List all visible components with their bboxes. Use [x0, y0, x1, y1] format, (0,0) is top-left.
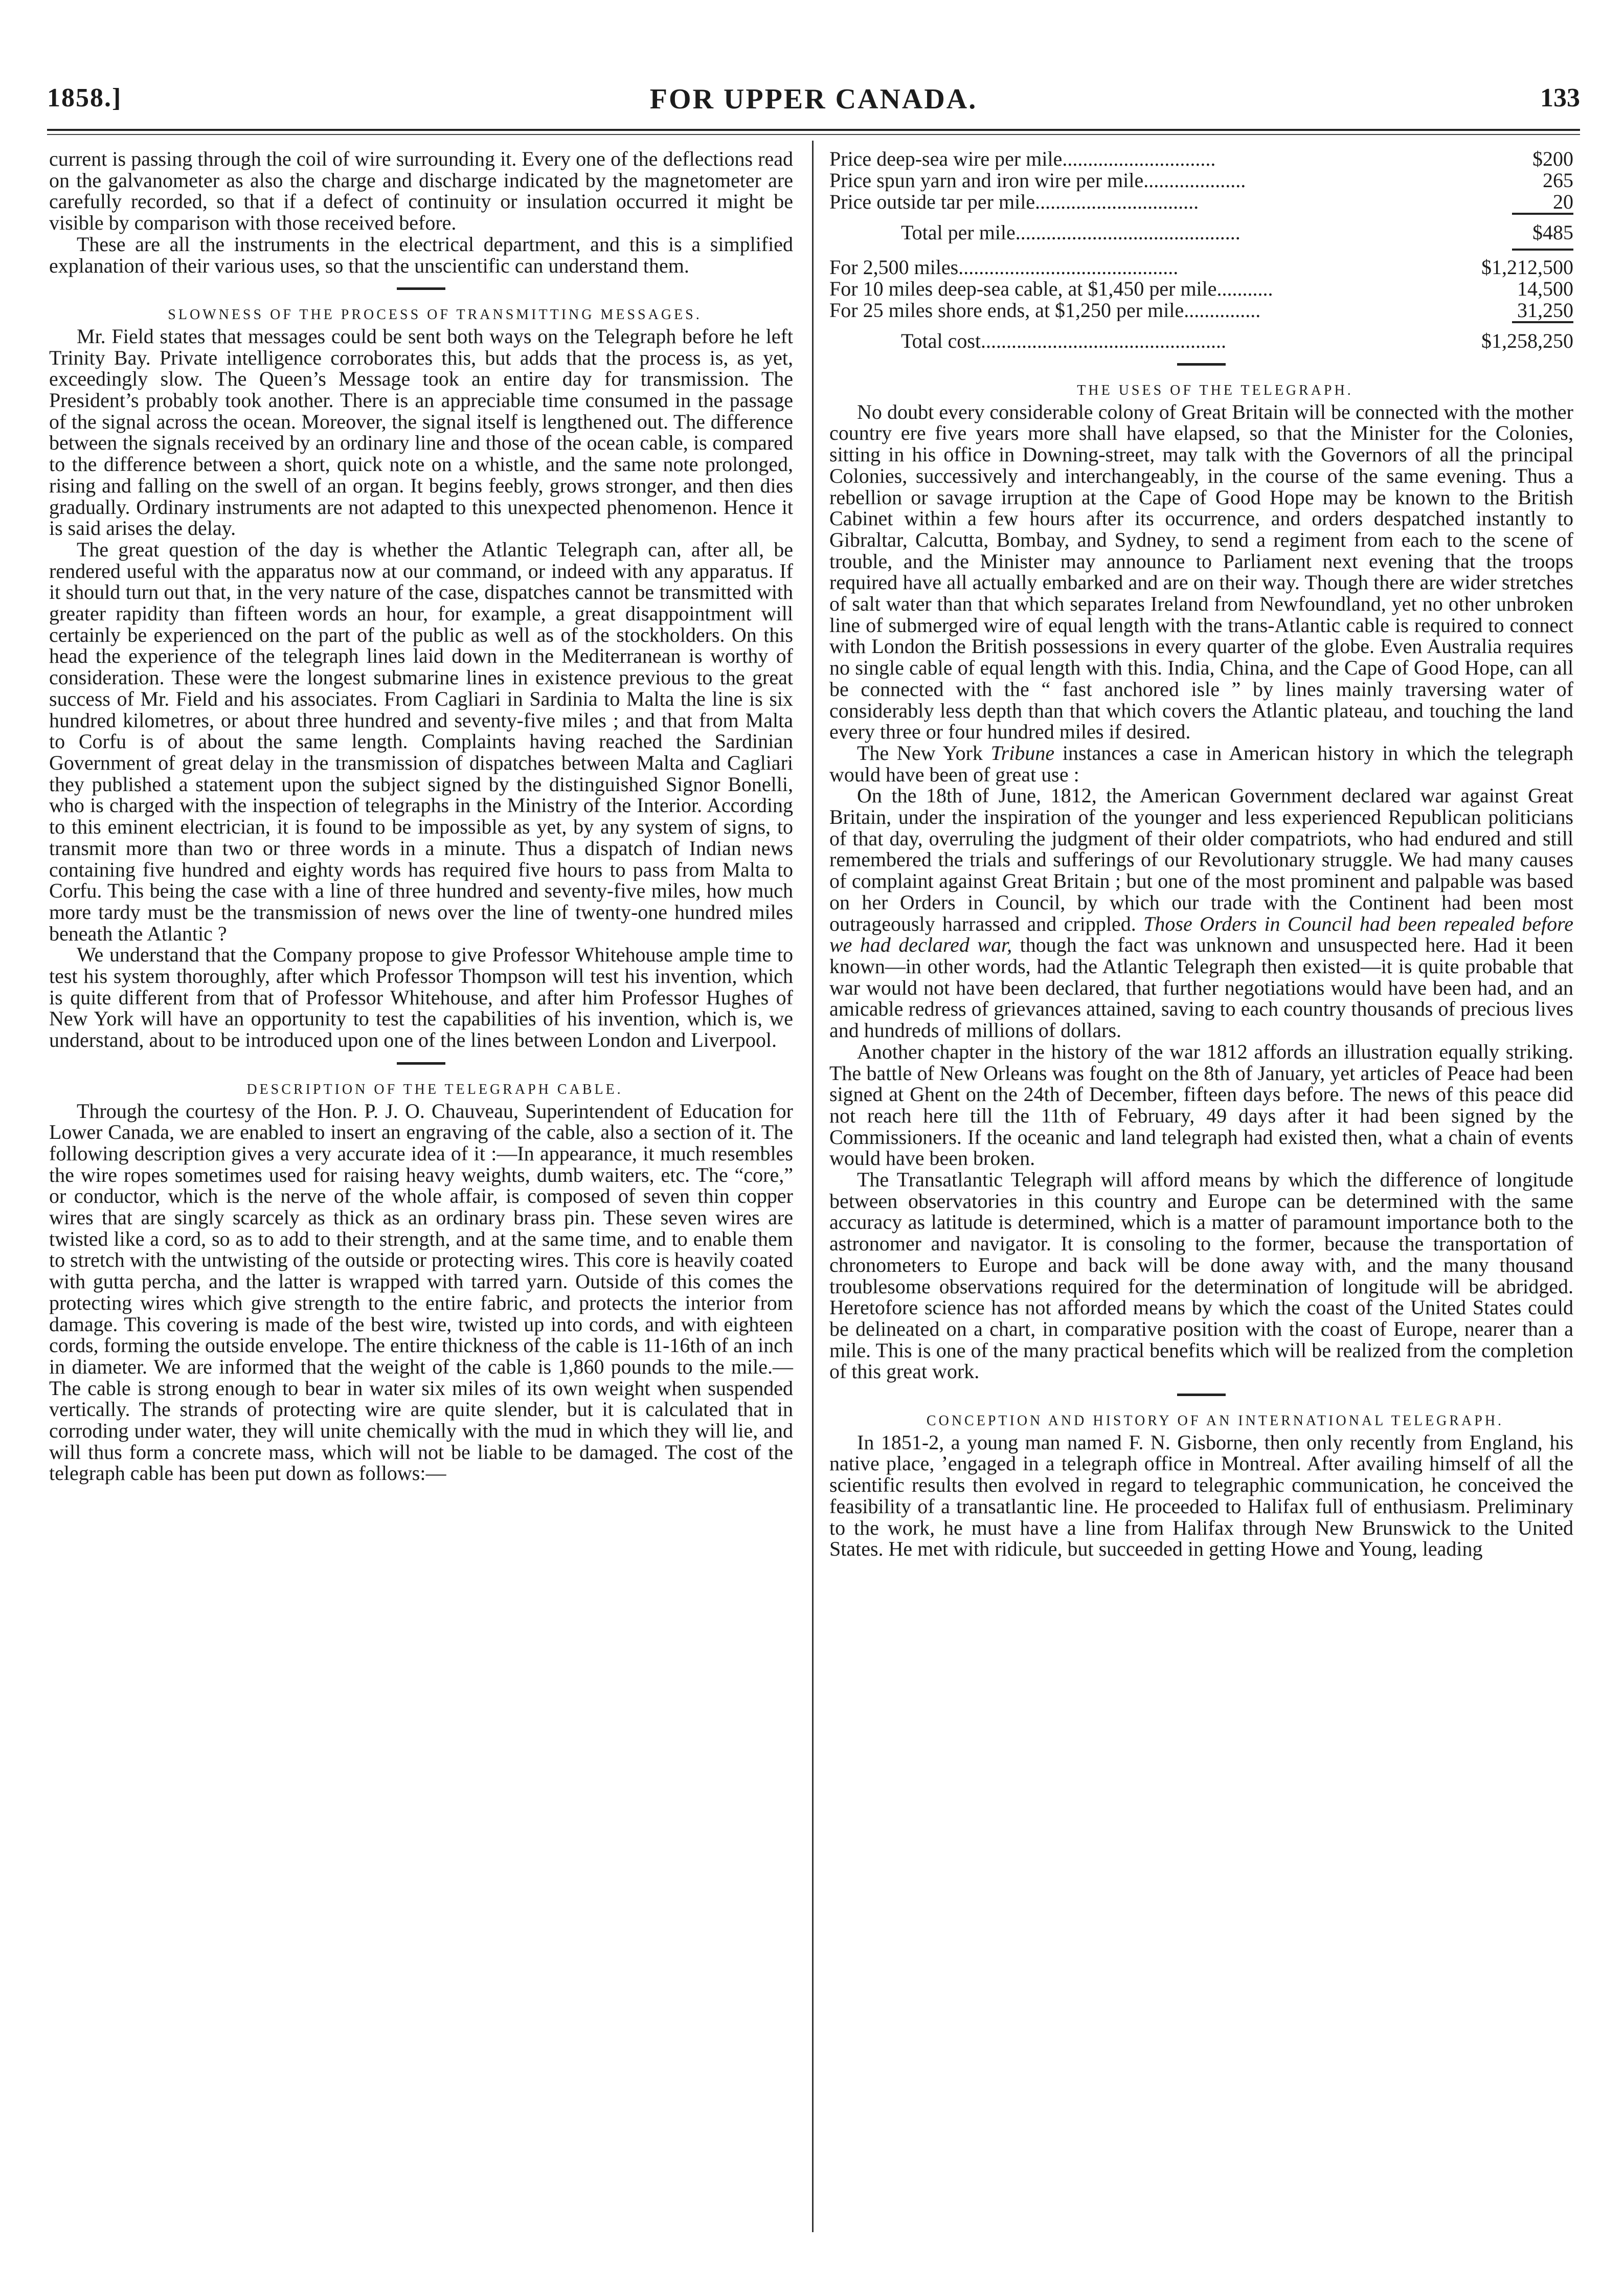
paragraph-uses-1: No doubt every considerable colony of Great Britain will be connected with the mother country ere five years more shall have elapsed, so that the Minister for the Colonies, sitting in his office in Downing-street, may talk with the Governors of all the principal Colonies, successively and interchangeably, in the course of the same evening. Thus a rebellion or savage irruption at the Cape of Good Hope may be known to the British Cabinet within a few hours after its occurrence, and orders despatched instantly to Gibraltar, Calcutta, Bombay, and Sydney, to send a regiment from each to the scene of trouble, and the Minister may announce to Parliament next evening that the troops required have all actually embarked and are on their way. Though there are wider stretches of salt water than that which separates Ireland from Newfoundland, yet no other unbroken line of submerged wire of equal length with the trans-Atlantic cable is required to connect with London the British possessions in every quarter of the globe. Even Australia requires no single cable of equal length with this. India, China, and the Cape of Good Hope, can all be connected with the “ fast anchored isle ” by lines mainly traversing water of considerably less depth than that which covers the Atlantic plateau, and touching the land every three or four hundred miles if desired. [829, 400, 1573, 744]
price-row [829, 170, 1573, 191]
paragraph-uses-2 [829, 743, 1573, 785]
cost-label: For 2,500 miles........................................... [829, 256, 1179, 278]
price-amount: $200 [1532, 147, 1573, 170]
paragraph-instruments-continued: current is passing through the coil of wire surrounding it. Every one of the deflections read on the galvanometer as also the charge and discharge indicated by the magnetometer are carefully recorded, so that if a defect of continuity or insulation occurred it might be visible by comparison with those received before. [49, 147, 793, 235]
paragraph-description-1: Through the courtesy of the Hon. P. J. O. Chauveau, Superintendent of Education for Lower Canada, we are enabled to insert an engraving of the cable, also a section of it. The following description gives a very accurate idea of it :—In appearance, it much resembles the wire ropes sometimes used for raising heavy weights, dumb waiters, etc. The “core,” or conductor, which is the nerve of the whole affair, is composed of seven thin copper wires that are singly scarcely as thick as an ordinary brass pin. These seven wires are twisted like a cord, so as to add to their strength, and at the same time, and to enable them to stretch with the untwisting of the outside or protecting wires. This core is heavily coated with gutta percha, and the latter is wrapped with tarred yarn. Outside of this comes the protecting wires which give strength to the entire fabric, and protects the interior from damage. This covering is made of the best wire, twisted up into cords, and with eighteen cords, forming the outside envelope. The entire thickness of the cable is 11-16th of an inch in diameter. We are informed that the weight of the cable is 1,860 pounds to the mile.—The cable is strong enough to bear in water six miles of its own weight when suspended vertically. The strands of protecting wire are quite slender, but it is calculated that in corroding under water, they will unite chemically with the mud in which they will lie, and will thus form a concrete mass, which will not be liable to be damaged. The cost of the telegraph cable has been put down as follows:— [49, 1099, 793, 1485]
header-rule-thin [47, 134, 1580, 135]
uses-3-text-a: On the 18th of June, 1812, the American Government declared war against Great Britain, under the inspiration of the younger and less experienced Republican politicians of that day, overruling the judgment of their older compatriots, who had endured and still remembered the trials and sufferings of our Revolutionary struggle. We had many causes of complaint against Great Britain ; but one of the most prominent and palpable was based on her Orders in Council, by which our trade with the Continent had been most outrageously harrassed and crippled. [829, 784, 1573, 935]
cost-row [829, 251, 1573, 278]
paragraph-conception-1: In 1851-2, a young man named F. N. Gisborne, then only recently from England, his native place, ’engaged in a telegraph office in Montreal. After availing himself of all the scientific results then evolved in regard to telegraphic communication, he conceived the feasibility of a transatlantic line. He proceeded to Halifax full of enthusiasm. Preliminary to the work, he must have a line from Halifax through New Brunswick to the United States. He met with ridicule, but succeeded in getting Howe and Young, leading [829, 1430, 1573, 1561]
header-year: 1858.] [47, 83, 122, 113]
section-rule [1177, 1394, 1226, 1396]
uses-3-italic-text: Those Orders in Council had been repealed before we had declared war, [829, 912, 1573, 957]
cost-row [829, 278, 1573, 300]
column-divider [812, 141, 814, 2232]
heading-conception: CONCEPTION AND HISTORY OF AN INTERNATIONAL TELEGRAPH. [926, 1413, 1504, 1429]
uses-2-newspaper-name: Tribune [990, 741, 1055, 765]
left-column [49, 148, 793, 1484]
paragraph-slowness-3: We understand that the Company propose to give Professor Whitehouse ample time to test his system thoroughly, after which Professor Thompson will test his invention, which is quite different from that of Professor Whitehouse, and after him Professor Hughes of New York will have an opportunity to test the capabilities of his invention, which is, we understand, about to be introduced upon one of the lines between London and Liverpool. [49, 943, 793, 1052]
paragraph-uses-5: The Transatlantic Telegraph will afford means by which the difference of longitude between observatories in this country and Europe can be determined with the same accuracy as latitude is determined, which is a matter of paramount importance both to the astronomer and navigator. It is consoling to the former, because the transportation of chronometers to Europe and back will be done away with, and the many thousand troublesome observations required for the determination of longitude will be abridged. Heretofore science has not afforded means by which the coast of the United States could be delineated on a chart, in comparative position with the coast of Europe, nearer than a mile. This is one of the many practical benefits which will be realized from the completion of this great work. [829, 1168, 1573, 1383]
total-cost-label: Total cost................................................ [901, 329, 1227, 352]
paragraph-slowness-1: Mr. Field states that messages could be sent both ways on the Telegraph before he left Trinity Bay. Private intelligence corroborates this, but adds that the process is, as yet, exceedingly slow. The Queen’s Message took an entire day for transmission. The President’s probably took another. There is an appreciable time consumed in the passage of the signal across the ocean. Moreover, the signal itself is lengthened out. The difference between the signals received by an ordinary line and those of the ocean cable, is compared to the difference between a short, quick note on a whistle, and the same note prolonged, rising and falling on the swell of an organ. It begins feebly, grows stronger, and then dies gradually. Ordinary instruments are not adapted to this unexpected phenomenon. Hence it is said arises the delay. [49, 324, 793, 540]
uses-3-text-b: though the fact was unknown and unsuspected here. Had it been known—in other words, had the Atlantic Telegraph then existed—it is quite probable that war would not have been declared, that further negotiations would have been had, and an amicable redress of grievances attained, saving to each country thousands of precious lives and hundreds of millions of dollars. [829, 933, 1574, 1042]
paragraph-uses-4: Another chapter in the history of the war 1812 affords an illustration equally striking. The battle of New Orleans was fought on the 8th of January, yet articles of Peace had been signed at Ghent on the 24th of December, fifteen days before. The news of this peace did not reach here till the 11th of February, 49 days after it had been signed by the Commissioners. If the oceanic and land telegraph had existed then, what a chain of events would have been broken. [829, 1040, 1573, 1170]
total-cost-amount: $1,258,250 [1481, 329, 1573, 352]
price-row [829, 191, 1573, 213]
price-label: Price deep-sea wire per mile.............................. [829, 148, 1216, 170]
uses-2-text-b: instances a case in American history in which the telegraph would have been of great use : [829, 741, 1573, 786]
paragraph-instruments-summary: These are all the instruments in the electrical department, and this is a simplified explanation of their various uses, so that the unscientific can understand them. [49, 232, 793, 277]
total-cost-row [829, 323, 1573, 352]
cost-row [829, 300, 1573, 321]
header-title: FOR UPPER CANADA. [649, 83, 978, 115]
total-per-mile-label: Total per mile............................................ [901, 221, 1240, 243]
cost-amount: $1,212,500 [1481, 256, 1573, 279]
header-page-number: 133 [1540, 83, 1580, 113]
price-label: Price outside tar per mile................................ [829, 191, 1199, 213]
uses-2-text-a: The New York [857, 741, 991, 765]
section-rule [397, 1062, 445, 1065]
cost-label: For 10 miles deep-sea cable, at $1,450 per mile........... [829, 278, 1273, 300]
heading-uses: THE USES OF THE TELEGRAPH. [1077, 383, 1354, 398]
heading-slowness: SLOWNESS OF THE PROCESS OF TRANSMITTING MESSAGES. [168, 307, 702, 323]
cost-label: For 25 miles shore ends, at $1,250 per mile............... [829, 300, 1261, 321]
running-header [47, 83, 1580, 129]
price-label: Price spun yarn and iron wire per mile.................... [829, 170, 1246, 191]
total-per-mile-amount: $485 [1532, 221, 1573, 244]
price-row [829, 148, 1573, 170]
cost-amount: 14,500 [1517, 277, 1573, 300]
total-per-mile-row [829, 215, 1573, 243]
section-rule [397, 287, 445, 290]
heading-description: DESCRIPTION OF THE TELEGRAPH CABLE. [246, 1081, 623, 1097]
paragraph-slowness-2: The great question of the day is whether the Atlantic Telegraph can, after all, be rendered useful with the apparatus now at our command, or indeed with any apparatus. If it should turn out that, in the very nature of the case, dispatches cannot be transmitted with greater rapidity than fifteen words an hour, for example, a great disappointment will certainly be experienced on the part of the public as well as of the stockholders. On this head the experience of the telegraph lines laid down in the Mediterranean is worthy of consideration. These were the longest submarine lines in existence previous to the great success of Mr. Field and his associates. From Cagliari in Sardinia to Malta the line is six hundred kilometres, or about three hundred and seventy-five miles ; and that from Malta to Corfu is of about the same length. Complaints having reached the Sardinian Government of great delay in the transmission of dispatches between Malta and Cagliari they published a statement upon the subject signed by the distinguished Signor Bonelli, who is charged with the inspection of telegraphs in the Ministry of the Interior. According to this eminent electrician, it is found to be impossible as yet, by any system of signs, to transmit more than two or three words in a minute. Thus a dispatch of Indian news containing five hundred and eighty words has required five hours to pass from Malta to Corfu. This being the case with a line of three hundred and seventy-five miles, how much more tardy must be the transmission of news over the line of twenty-one hundred miles beneath the Atlantic ? [49, 537, 793, 945]
paragraph-uses-3 [829, 785, 1573, 1041]
right-column [829, 148, 1573, 1560]
cost-amount: 31,250 [1517, 299, 1573, 322]
header-rule-thick [47, 129, 1580, 131]
price-amount: 265 [1543, 169, 1573, 192]
cable-price-table [829, 148, 1573, 352]
section-rule [1177, 363, 1226, 366]
price-amount: 20 [1553, 190, 1573, 213]
